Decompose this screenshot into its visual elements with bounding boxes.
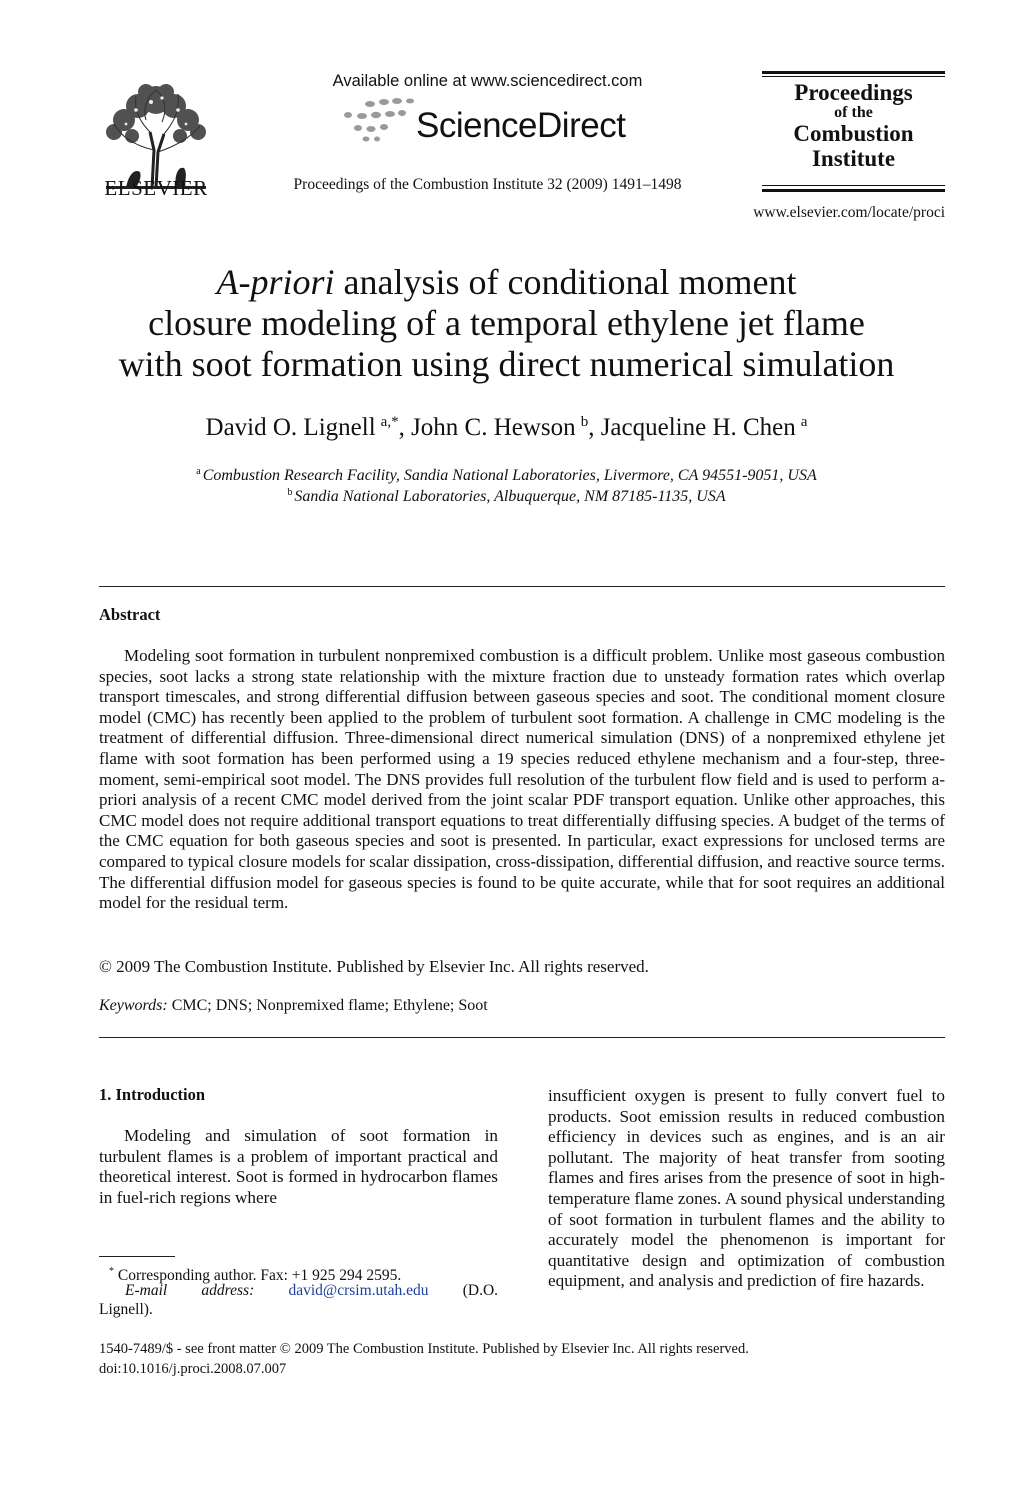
email-link[interactable]: david@crsim.utah.edu [288,1282,429,1299]
email-suffix-start: (D.O. [462,1282,499,1299]
paper-title [60,262,953,385]
affiliation-b [60,487,953,506]
title-line-2: closure modeling of a temporal ethylene jet flame [148,303,865,343]
footnote-email-suffix: Lignell). [99,1301,153,1318]
title-italic: A-priori [216,262,335,302]
author-affil-mark: b [580,414,589,430]
affiliation-a [60,466,953,485]
keywords-label: Keywords: [99,997,168,1014]
box-bottom-rule-thin [762,185,945,186]
box-top-rule [762,71,945,74]
keywords-text: CMC; DNS; Nonpremixed flame; Ethylene; Soot [171,997,488,1014]
footnote-mark: * [109,1266,114,1277]
affiliation-mark: a [196,466,201,477]
box-bottom-rule [762,189,945,192]
abstract-top-rule [99,586,945,587]
author-name: David O. Lignell [205,414,376,441]
journal-box-line3: Combustion [793,121,914,147]
journal-title-box [762,71,945,195]
affiliation-text: Combustion Research Facility, Sandia National Laboratories, Livermore, CA 94551-9051, USA [202,467,817,484]
title-line-3: with soot formation using direct numerical simulation [118,344,895,384]
email-label: E-mail address: [125,1282,255,1299]
author-affil-mark: a,* [380,414,399,430]
sciencedirect-wordmark: ScienceDirect [416,106,626,145]
section-heading-introduction: 1. Introduction [99,1085,206,1104]
author-list [60,414,953,442]
box-top-rule-thin [762,76,945,77]
abstract-bottom-rule [99,1037,945,1038]
sciencedirect-dots-icon [340,97,420,143]
keywords [99,997,488,1015]
footnote-corresponding-text: Corresponding author. Fax: +1 925 294 2595. [117,1267,402,1284]
journal-box-line4: Institute [811,145,896,171]
affiliation-text: Sandia National Laboratories, Albuquerque, NM 87185-1135, USA [294,488,726,505]
intro-right-column: insufficient oxygen is present to fully convert fuel to products. Soot emission results in reduced combustion efficiency in devices such as engines, and is an air pollutant. The majority of heat transfer from sooting flames and fires arises from the presence of soot in high-temperature flame zones. A sound physical understanding of soot formation in turbulent flames and the ability to accurately model the phenomenon is important for quantitative design and optimization of combustion equipment, and analysis and prediction of fire hazards. [548,1086,945,1291]
journal-box-line1: Proceedings [794,80,913,105]
title-line-1 [60,262,953,303]
author-name: Jacqueline H. Chen [600,414,796,441]
issn-line: 1540-7489/$ - see front matter © 2009 The Combustion Institute. Published by Elsevier Inc. All rights reserved. [99,1341,749,1357]
author-name: John C. Hewson [411,414,576,441]
abstract-copyright: © 2009 The Combustion Institute. Published by Elsevier Inc. All rights reserved. [99,957,649,976]
abstract-heading: Abstract [99,605,161,624]
footnote-rule [99,1256,175,1257]
author-separator: , [398,414,412,441]
journal-box-text [762,81,945,171]
publisher-name: ELSEVIER [104,176,208,200]
author-affil-mark: a [800,414,808,430]
available-online-text: Available online at www.sciencedirect.com [332,72,643,90]
affiliation-mark: b [287,487,293,498]
journal-url-link[interactable]: www.elsevier.com/locate/proci [753,204,945,221]
footnote-email-line [99,1281,498,1300]
title-line-1-rest: analysis of conditional moment [334,262,797,302]
journal-citation: Proceedings of the Combustion Institute 32 (2009) 1491–1498 [293,176,682,193]
journal-box-line2: of the [834,104,873,122]
intro-left-column: Modeling and simulation of soot formation in turbulent flames is a problem of important practical and theoretical interest. Soot is formed in hydrocarbon flames in fuel-rich regions where [99,1126,498,1207]
author-separator: , [588,414,601,441]
doi-link[interactable]: doi:10.1016/j.proci.2008.07.007 [99,1361,287,1377]
abstract-body: Modeling soot formation in turbulent nonpremixed combustion is a difficult problem. Unlike most gaseous combustion species, soot lacks a strong state relationship with the mixture fraction due to unsteady formation rates which overlap transport timescales, and strong differential diffusion between gaseous species and soot. The conditional moment closure model (CMC) has recently been applied to the problem of turbulent soot formation. A challenge in CMC modeling is the treatment of differential diffusion. Three-dimensional direct numerical simulation (DNS) of a nonpremixed ethylene jet flame with soot formation has been performed using a 19 species reduced ethylene mechanism and a four-step, three-moment, semi-empirical soot model. The DNS provides full resolution of the turbulent flow field and is used to perform a-priori analysis of a recent CMC model derived from the joint scalar PDF transport equation. Unlike other approaches, this CMC model does not require additional transport equations to treat differentially diffusing species. A budget of the terms of the CMC equation for both gaseous species and soot is presented. In particular, exact expressions for unclosed terms are compared to typical closure models for scalar dissipation, cross-dissipation, differential diffusion, and reactive source terms. The differential diffusion model for gaseous species is found to be quite accurate, while that for soot requires an additional model for the residual term. [99,646,945,913]
